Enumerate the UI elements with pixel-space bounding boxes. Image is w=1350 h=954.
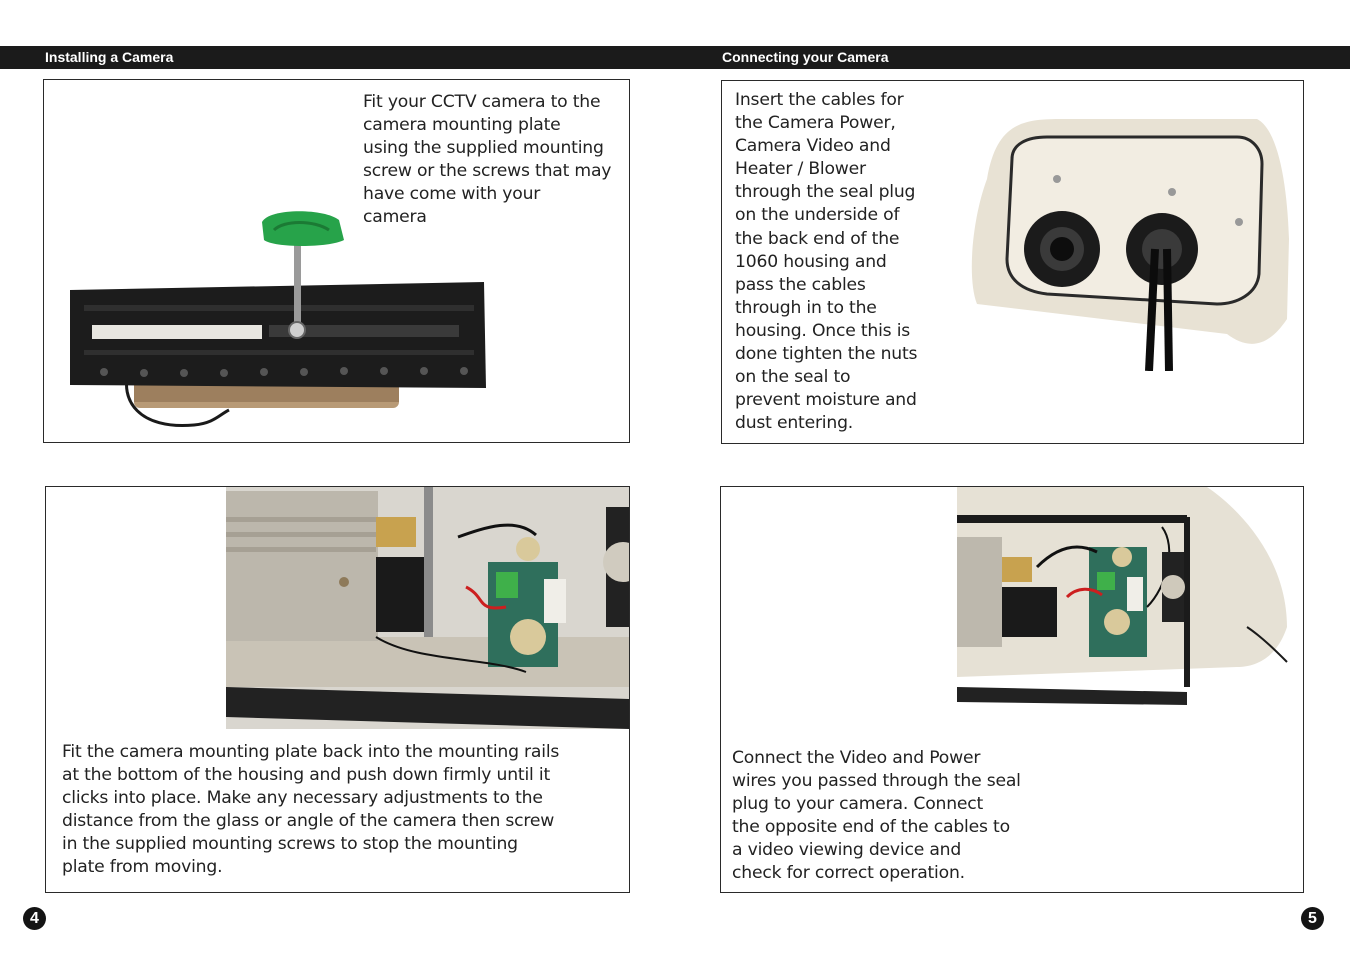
left-page-number: 4	[23, 907, 46, 930]
connect-wires-instructions: Connect the Video and Power wires you passed through the seal plug to your camera. Connect the opposite end of the cables to a video viewing device and check for correct operation.	[732, 748, 1021, 884]
left-page-header: Installing a Camera	[45, 49, 174, 65]
connect-wires-panel	[720, 486, 1304, 893]
mounting-plate-instructions: Fit your CCTV camera to the camera mounting plate using the supplied mounting screw or the screws that may have come with your camera	[363, 92, 612, 228]
header-bar	[0, 46, 1350, 69]
seal-plug-instructions: Insert the cables for the Camera Power, Camera Video and Heater / Blower through the seal plug on the underside of the back end of the 1060 housing and pass the cables through in to the housing. Once this is done tighten the nuts on the seal to prevent moisture and dust entering.	[735, 90, 918, 434]
housing-rails-panel	[45, 486, 630, 893]
right-page-number: 5	[1301, 907, 1324, 930]
mounting-plate-panel	[43, 79, 630, 443]
housing-interior-photo	[226, 487, 630, 729]
housing-rails-instructions: Fit the camera mounting plate back into the mounting rails at the bottom of the housing and push down firmly until it clicks into place. Make any necessary adjustments to the distance from the glass or angle of the camera then screw in the supplied mounting screws to stop the mounting plate from moving.	[62, 742, 560, 878]
right-page-header: Connecting your Camera	[722, 49, 889, 65]
seal-plug-photo	[967, 119, 1292, 371]
connected-camera-photo	[957, 487, 1292, 705]
seal-plug-panel	[721, 80, 1304, 444]
